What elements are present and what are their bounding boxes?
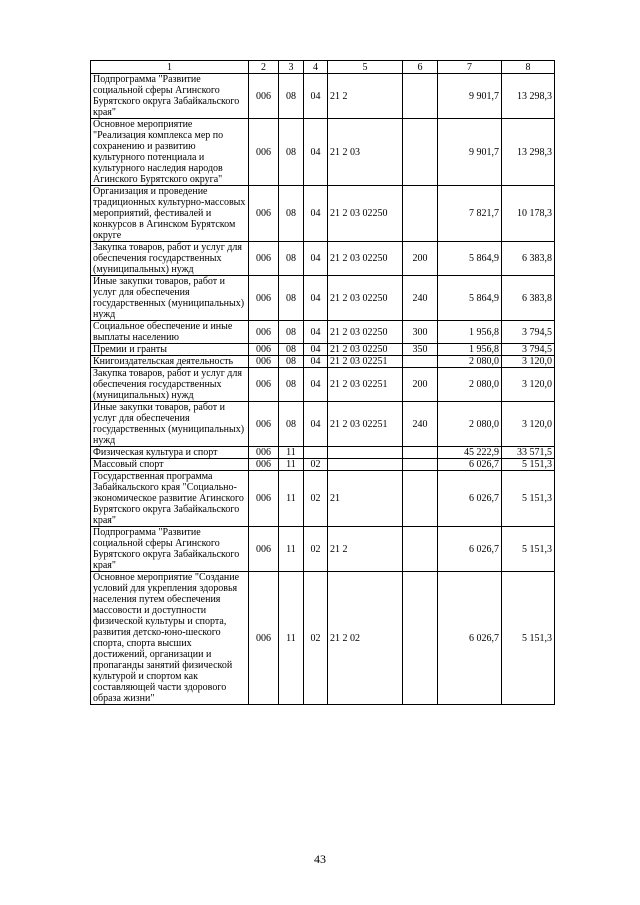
- column-header: 3: [279, 61, 304, 74]
- row-name-cell: Физическая культура и спорт: [91, 447, 249, 459]
- section-code-cell: 11: [279, 527, 304, 572]
- subsection-code-cell: 04: [304, 186, 328, 242]
- page-number: 43: [314, 852, 326, 866]
- amount-year1-cell: 2 080,0: [438, 402, 502, 447]
- amount-year2-cell: 33 571,5: [502, 447, 555, 459]
- subsection-code-cell: 04: [304, 368, 328, 402]
- amount-year1-cell: 6 026,7: [438, 471, 502, 527]
- expense-type-cell: 200: [403, 242, 438, 276]
- row-name-cell: Массовый спорт: [91, 459, 249, 471]
- ministry-code-cell: 006: [249, 242, 279, 276]
- table-row: [91, 74, 555, 119]
- amount-year2-cell: 5 151,3: [502, 527, 555, 572]
- row-name-cell: Премии и гранты: [91, 344, 249, 356]
- row-name-cell: Подпрограмма "Развитие социальной сферы Агинского Бурятского округа Забайкальского края": [91, 527, 249, 572]
- amount-year2-cell: 5 151,3: [502, 572, 555, 705]
- subsection-code-cell: [304, 447, 328, 459]
- ministry-code-cell: 006: [249, 459, 279, 471]
- table-row: [91, 527, 555, 572]
- row-name-cell: Иные закупки товаров, работ и услуг для обеспечения государственных (муниципальных) нужд: [91, 402, 249, 447]
- row-name-cell: Организация и проведение традиционных культурно-массовых мероприятий, фестивалей и конкурсов в Агинском Бурятском округе: [91, 186, 249, 242]
- row-name-cell: Закупка товаров, работ и услуг для обеспечения государственных (муниципальных) нужд: [91, 368, 249, 402]
- target-article-cell: [328, 447, 403, 459]
- expense-type-cell: [403, 119, 438, 186]
- row-name-cell: Закупка товаров, работ и услуг для обеспечения государственных (муниципальных) нужд: [91, 242, 249, 276]
- subsection-code-cell: 02: [304, 572, 328, 705]
- table-row: [91, 459, 555, 471]
- section-code-cell: 08: [279, 119, 304, 186]
- amount-year1-cell: 6 026,7: [438, 572, 502, 705]
- section-code-cell: 11: [279, 447, 304, 459]
- expense-type-cell: [403, 527, 438, 572]
- table-row: [91, 242, 555, 276]
- table-row: [91, 447, 555, 459]
- row-name-cell: Основное мероприятие "Создание условий для укрепления здоровья населения путем обеспечения массовости и доступности физической культуры и спорта, развития детско-юно-шеского спорта, спорта высших достижений, организации и пропаганды занятий физической культурой и спортом как составляющей части здорового образа жизни": [91, 572, 249, 705]
- expense-type-cell: 240: [403, 276, 438, 321]
- subsection-code-cell: 02: [304, 527, 328, 572]
- expense-type-cell: [403, 447, 438, 459]
- target-article-cell: 21 2 03 02251: [328, 402, 403, 447]
- expense-type-cell: [403, 471, 438, 527]
- amount-year2-cell: 6 383,8: [502, 242, 555, 276]
- amount-year2-cell: 5 151,3: [502, 459, 555, 471]
- subsection-code-cell: 02: [304, 471, 328, 527]
- section-code-cell: 08: [279, 356, 304, 368]
- table-row: [91, 276, 555, 321]
- table-row: [91, 572, 555, 705]
- subsection-code-cell: 04: [304, 242, 328, 276]
- subsection-code-cell: 04: [304, 321, 328, 344]
- target-article-cell: 21 2: [328, 74, 403, 119]
- ministry-code-cell: 006: [249, 186, 279, 242]
- target-article-cell: 21 2 03 02250: [328, 242, 403, 276]
- ministry-code-cell: 006: [249, 447, 279, 459]
- ministry-code-cell: 006: [249, 368, 279, 402]
- amount-year1-cell: 2 080,0: [438, 356, 502, 368]
- section-code-cell: 08: [279, 368, 304, 402]
- column-header: 4: [304, 61, 328, 74]
- amount-year2-cell: 3 120,0: [502, 402, 555, 447]
- amount-year1-cell: 9 901,7: [438, 119, 502, 186]
- column-header: 5: [328, 61, 403, 74]
- subsection-code-cell: 04: [304, 402, 328, 447]
- amount-year2-cell: 3 794,5: [502, 321, 555, 344]
- target-article-cell: 21 2 03 02250: [328, 186, 403, 242]
- section-code-cell: 08: [279, 276, 304, 321]
- row-name-cell: Основное мероприятие "Реализация комплекса мер по сохранению и развитию культурного потенциала и культурного наследия народов Агинского Бурятского округа": [91, 119, 249, 186]
- amount-year1-cell: 5 864,9: [438, 242, 502, 276]
- target-article-cell: 21 2 03: [328, 119, 403, 186]
- expense-type-cell: 300: [403, 321, 438, 344]
- amount-year1-cell: 7 821,7: [438, 186, 502, 242]
- ministry-code-cell: 006: [249, 527, 279, 572]
- column-header: 8: [502, 61, 555, 74]
- amount-year2-cell: 10 178,3: [502, 186, 555, 242]
- section-code-cell: 08: [279, 321, 304, 344]
- table-row: [91, 344, 555, 356]
- amount-year2-cell: 6 383,8: [502, 276, 555, 321]
- row-name-cell: Иные закупки товаров, работ и услуг для обеспечения государственных (муниципальных) нужд: [91, 276, 249, 321]
- expense-type-cell: [403, 74, 438, 119]
- section-code-cell: 11: [279, 459, 304, 471]
- ministry-code-cell: 006: [249, 572, 279, 705]
- ministry-code-cell: 006: [249, 119, 279, 186]
- target-article-cell: 21 2: [328, 527, 403, 572]
- subsection-code-cell: 04: [304, 119, 328, 186]
- row-name-cell: Государственная программа Забайкальского края "Социально-экономическое развитие Агинского Бурятского округа Забайкальского края": [91, 471, 249, 527]
- amount-year1-cell: 2 080,0: [438, 368, 502, 402]
- amount-year2-cell: 5 151,3: [502, 471, 555, 527]
- table-row: [91, 186, 555, 242]
- target-article-cell: [328, 459, 403, 471]
- subsection-code-cell: 04: [304, 356, 328, 368]
- section-code-cell: 11: [279, 471, 304, 527]
- row-name-cell: Подпрограмма "Развитие социальной сферы Агинского Бурятского округа Забайкальского края": [91, 74, 249, 119]
- ministry-code-cell: 006: [249, 74, 279, 119]
- expense-type-cell: 200: [403, 368, 438, 402]
- column-header: 2: [249, 61, 279, 74]
- header-row: [91, 61, 555, 74]
- table-row: [91, 402, 555, 447]
- table-row: [91, 471, 555, 527]
- row-name-cell: Социальное обеспечение и иные выплаты населению: [91, 321, 249, 344]
- amount-year1-cell: 1 956,8: [438, 321, 502, 344]
- amount-year1-cell: 1 956,8: [438, 344, 502, 356]
- subsection-code-cell: 04: [304, 276, 328, 321]
- subsection-code-cell: 04: [304, 344, 328, 356]
- column-header: 6: [403, 61, 438, 74]
- expense-type-cell: 350: [403, 344, 438, 356]
- target-article-cell: 21: [328, 471, 403, 527]
- table-row: [91, 321, 555, 344]
- section-code-cell: 08: [279, 74, 304, 119]
- amount-year1-cell: 9 901,7: [438, 74, 502, 119]
- target-article-cell: 21 2 03 02251: [328, 356, 403, 368]
- expense-type-cell: [403, 572, 438, 705]
- amount-year1-cell: 6 026,7: [438, 459, 502, 471]
- amount-year1-cell: 6 026,7: [438, 527, 502, 572]
- ministry-code-cell: 006: [249, 276, 279, 321]
- amount-year2-cell: 3 120,0: [502, 356, 555, 368]
- ministry-code-cell: 006: [249, 402, 279, 447]
- amount-year1-cell: 5 864,9: [438, 276, 502, 321]
- amount-year2-cell: 13 298,3: [502, 74, 555, 119]
- expense-type-cell: 240: [403, 402, 438, 447]
- target-article-cell: 21 2 02: [328, 572, 403, 705]
- expense-type-cell: [403, 459, 438, 471]
- subsection-code-cell: 04: [304, 74, 328, 119]
- table-row: [91, 119, 555, 186]
- section-code-cell: 08: [279, 402, 304, 447]
- table-row: [91, 368, 555, 402]
- amount-year2-cell: 3 794,5: [502, 344, 555, 356]
- budget-table: [90, 60, 555, 705]
- section-code-cell: 08: [279, 344, 304, 356]
- ministry-code-cell: 006: [249, 321, 279, 344]
- section-code-cell: 08: [279, 242, 304, 276]
- amount-year2-cell: 3 120,0: [502, 368, 555, 402]
- subsection-code-cell: 02: [304, 459, 328, 471]
- expense-type-cell: [403, 186, 438, 242]
- target-article-cell: 21 2 03 02250: [328, 276, 403, 321]
- column-header: 1: [91, 61, 249, 74]
- amount-year1-cell: 45 222,9: [438, 447, 502, 459]
- expense-type-cell: [403, 356, 438, 368]
- target-article-cell: 21 2 03 02250: [328, 321, 403, 344]
- ministry-code-cell: 006: [249, 356, 279, 368]
- target-article-cell: 21 2 03 02250: [328, 344, 403, 356]
- row-name-cell: Книгоиздательская деятельность: [91, 356, 249, 368]
- section-code-cell: 08: [279, 186, 304, 242]
- column-header: 7: [438, 61, 502, 74]
- ministry-code-cell: 006: [249, 344, 279, 356]
- target-article-cell: 21 2 03 02251: [328, 368, 403, 402]
- section-code-cell: 11: [279, 572, 304, 705]
- table-row: [91, 356, 555, 368]
- ministry-code-cell: 006: [249, 471, 279, 527]
- amount-year2-cell: 13 298,3: [502, 119, 555, 186]
